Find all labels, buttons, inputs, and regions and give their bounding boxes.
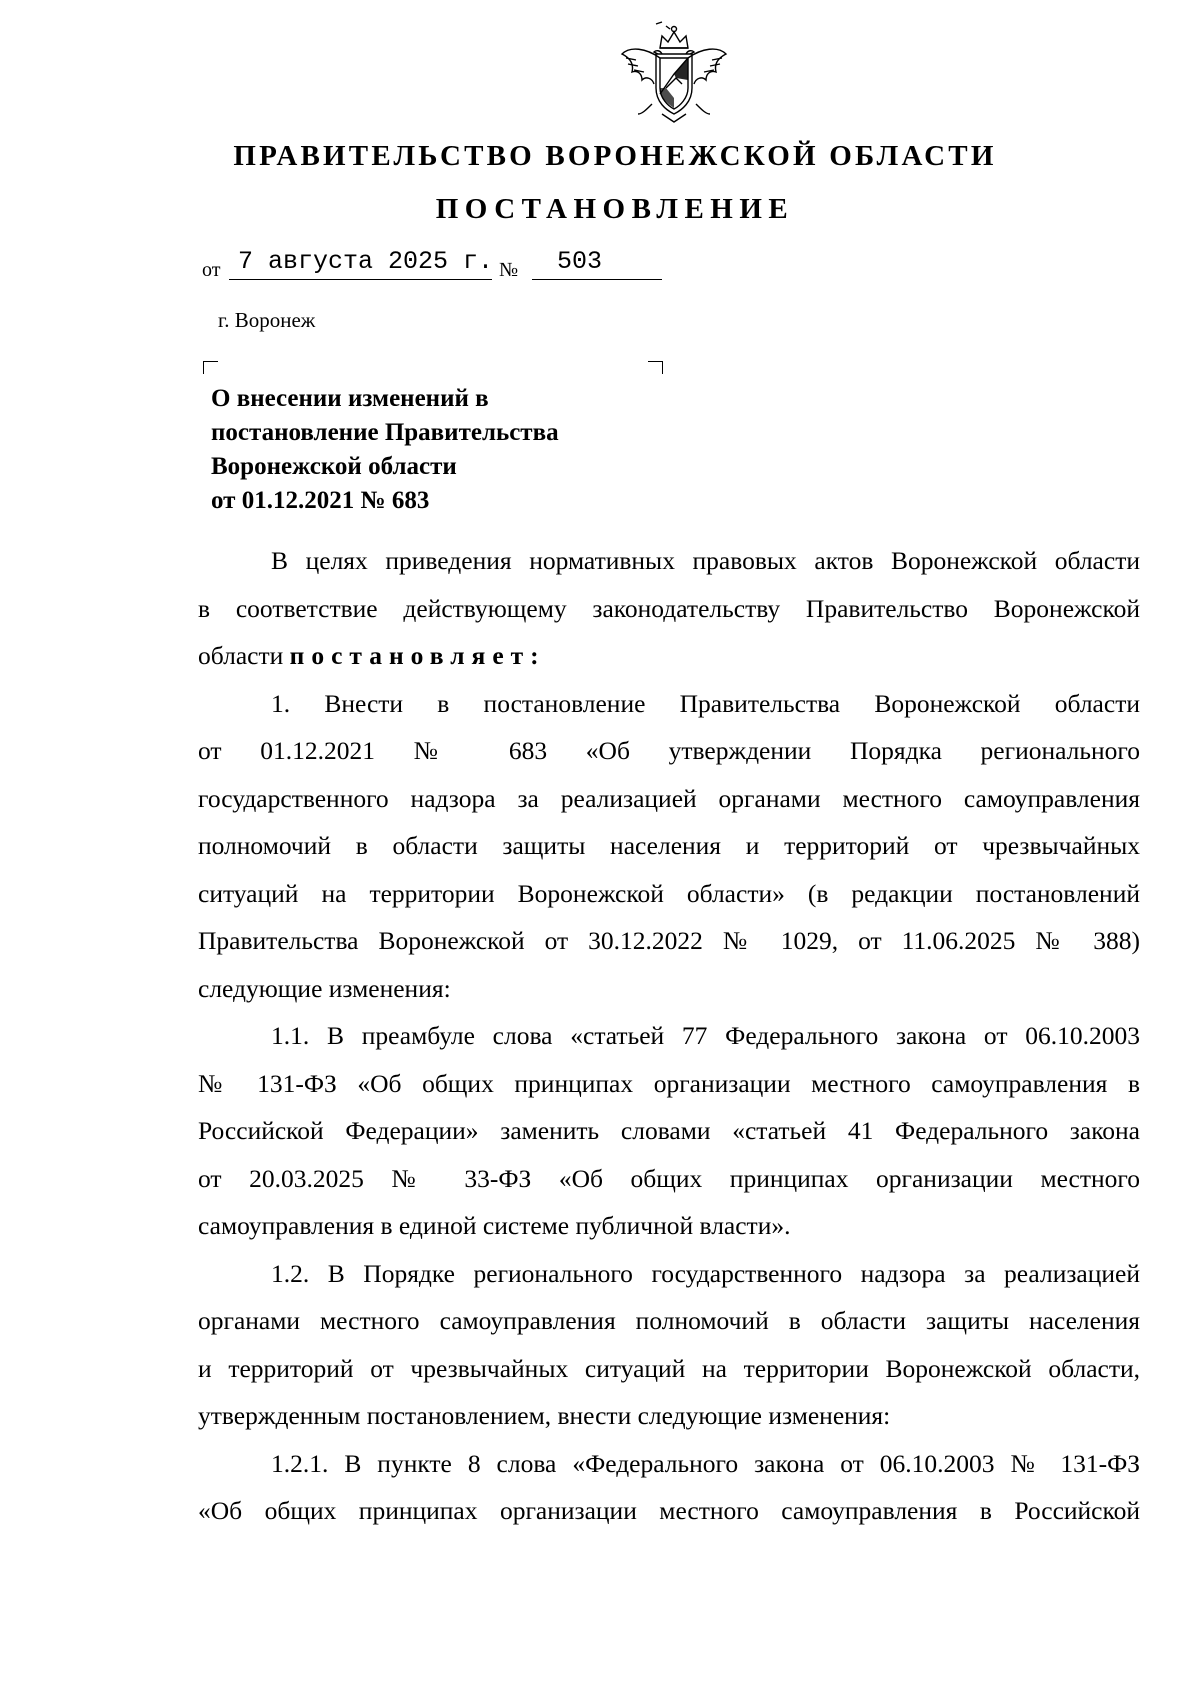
body-line: утвержденным постановлением, внести следующие изменения: <box>198 1401 891 1430</box>
coat-of-arms-emblem <box>616 18 732 126</box>
document-type-title: ПОСТАНОВЛЕНИЕ <box>435 193 795 225</box>
body-line: Российской Федерации» заменить словами «статьей 41 Федерального закона <box>198 1116 1140 1145</box>
body-line: от 01.12.2021 № 683 «Об утверждении Порядка регионального <box>198 736 1140 765</box>
body-line: органами местного самоуправления полномочий в области защиты населения <box>198 1306 1140 1335</box>
body-line: полномочий в области защиты населения и территорий от чрезвычайных <box>198 831 1140 860</box>
subject-line: постановление Правительства <box>211 419 559 446</box>
body-line <box>198 632 1140 680</box>
body-line: «Об общих принципах организации местного самоуправления в Российской <box>198 1496 1140 1525</box>
subject-heading <box>211 382 559 518</box>
body-line: 1.1. В преамбуле слова «статьей 77 Федерального закона от 06.10.2003 <box>271 1021 1140 1050</box>
document-body <box>198 537 1140 1535</box>
body-line: ситуаций на территории Воронежской области» (в редакции постановлений <box>198 878 1140 908</box>
body-line: В целях приведения нормативных правовых актов Воронежской области <box>271 546 1140 575</box>
subject-line: О внесении изменений в <box>211 385 489 412</box>
body-line: от 20.03.2025 № 33-ФЗ «Об общих принципах организации местного <box>198 1163 1140 1193</box>
body-line: № 131-ФЗ «Об общих принципах организации местного самоуправления в <box>198 1068 1140 1098</box>
body-line: и территорий от чрезвычайных ситуаций на территории Воронежской области, <box>198 1353 1140 1383</box>
date-number-row <box>202 248 682 288</box>
subject-bracket-left <box>203 361 218 374</box>
body-line: 1.2.1. В пункте 8 слова «Федерального закона от 06.10.2003 № 131-ФЗ <box>271 1448 1140 1478</box>
body-line: государственного надзора за реализацией органами местного самоуправления <box>198 783 1140 813</box>
body-line: 1.2. В Порядке регионального государственного надзора за реализацией <box>271 1258 1140 1288</box>
subject-line: от 01.12.2021 № 683 <box>211 487 430 514</box>
date-prefix: от <box>202 259 221 281</box>
body-line: Правительства Воронежской от 30.12.2022 № 1029, от 11.06.2025 № 388) <box>198 926 1140 955</box>
number-prefix: № <box>499 259 519 281</box>
subject-bracket-right <box>648 361 663 374</box>
body-line: следующие изменения: <box>198 973 451 1003</box>
government-title: ПРАВИТЕЛЬСТВО ВОРОНЕЖСКОЙ ОБЛАСТИ <box>233 140 997 172</box>
number-value: 503 <box>557 247 603 276</box>
body-line: самоуправления в единой системе публичной власти». <box>198 1211 791 1240</box>
number-underline <box>532 279 662 280</box>
body-text: области <box>198 641 284 670</box>
body-line: в соответствие действующему законодательству Правительство Воронежской <box>198 593 1140 623</box>
resolution-keyword: постановляет: <box>289 641 546 670</box>
date-underline <box>229 279 492 280</box>
subject-line: Воронежской области <box>211 453 457 480</box>
body-line: 1. Внести в постановление Правительства Воронежской области <box>271 688 1140 718</box>
date-value: 7 августа 2025 г. <box>238 247 494 276</box>
city-label: г. Воронеж <box>218 308 316 332</box>
